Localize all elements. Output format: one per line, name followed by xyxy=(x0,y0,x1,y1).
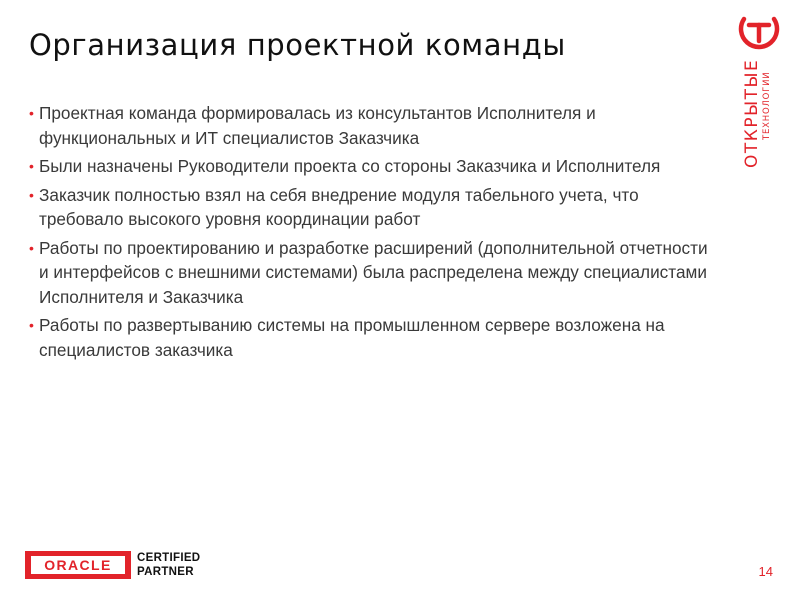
bullet-item xyxy=(29,101,709,150)
bullet-text: Работы по развертыванию системы на промышленном сервере возложена на специалистов заказчика xyxy=(39,315,665,360)
certified-text: CERTIFIED xyxy=(137,552,201,564)
page-number: 14 xyxy=(758,564,773,579)
bullet-text: Были назначены Руководители проекта со стороны Заказчика и Исполнителя xyxy=(39,156,661,176)
slide-title: Организация проектной команды xyxy=(29,28,566,62)
bullet-marker: • xyxy=(29,317,34,333)
partner-text: PARTNER xyxy=(137,566,194,578)
oracle-logo-text: ORACLE xyxy=(31,556,125,574)
bullet-item xyxy=(29,154,709,179)
open-technologies-logo-icon xyxy=(741,19,777,47)
bullet-marker: • xyxy=(29,239,34,256)
bullet-item xyxy=(29,183,709,232)
bullet-marker: • xyxy=(29,105,34,121)
brand-name-main: ОТКРЫТЫЕ xyxy=(742,58,762,168)
brand-name-sub: ТЕХНОЛОГИИ xyxy=(762,71,772,140)
bullet-text: Работы по проектированию и разработке расширений (дополнительной отчетности и интерфейсов с внешними системами) была распределена между специалистами Исполнителя и Заказчика xyxy=(39,237,708,307)
oracle-logo xyxy=(25,551,131,579)
bullet-marker: • xyxy=(29,158,34,174)
certified-partner-label xyxy=(137,551,200,579)
brand-logo xyxy=(730,8,790,188)
bullet-item xyxy=(29,236,709,310)
bullet-text: Проектная команда формировалась из консультантов Исполнителя и функциональных и ИТ специалистов Заказчика xyxy=(39,103,596,148)
bullet-text: Заказчик полностью взял на себя внедрение модуля табельного учета, что требовало высокого уровня координации работ xyxy=(39,184,639,229)
bullet-list xyxy=(29,101,709,366)
bullet-marker: • xyxy=(29,186,34,203)
bullet-item xyxy=(29,313,709,362)
